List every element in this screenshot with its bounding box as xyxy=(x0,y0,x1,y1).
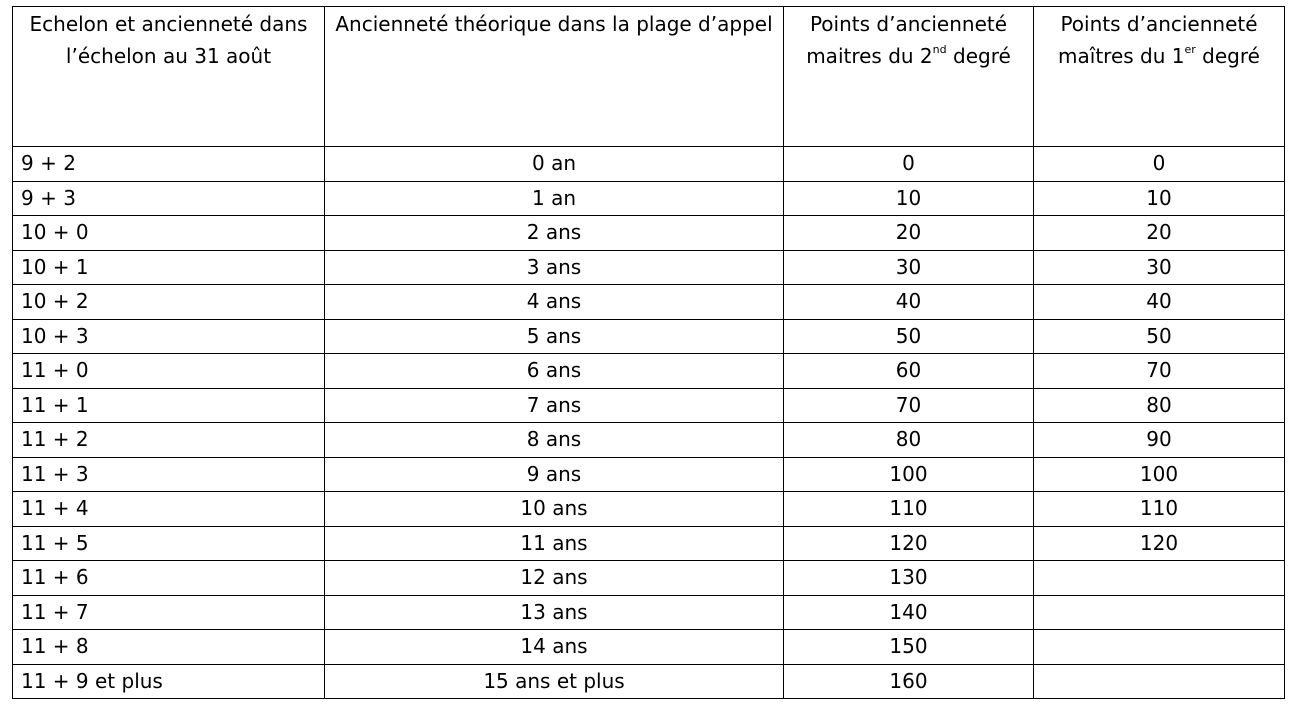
cell-echelon: 11 + 9 et plus xyxy=(13,664,325,699)
table-row xyxy=(13,388,1285,423)
table-header-row xyxy=(13,7,1285,147)
cell-echelon: 11 + 5 xyxy=(13,526,325,561)
cell-points-2nd: 70 xyxy=(784,388,1034,423)
cell-points-1er: 90 xyxy=(1034,423,1285,458)
table-body xyxy=(13,147,1285,699)
cell-points-1er: 100 xyxy=(1034,457,1285,492)
cell-points-2nd: 0 xyxy=(784,147,1034,182)
header-points-2nd-sup: nd xyxy=(932,43,947,57)
cell-echelon: 10 + 0 xyxy=(13,216,325,251)
cell-echelon: 11 + 4 xyxy=(13,492,325,527)
table-row xyxy=(13,181,1285,216)
cell-points-2nd: 120 xyxy=(784,526,1034,561)
cell-anciennete: 5 ans xyxy=(325,319,784,354)
table-row xyxy=(13,630,1285,665)
cell-points-2nd: 100 xyxy=(784,457,1034,492)
cell-points-2nd: 50 xyxy=(784,319,1034,354)
cell-echelon: 10 + 2 xyxy=(13,285,325,320)
header-points-1er-sup: er xyxy=(1184,43,1196,57)
cell-points-2nd: 160 xyxy=(784,664,1034,699)
cell-points-1er xyxy=(1034,561,1285,596)
header-points-1er-text: Points d’ancienneté maîtres du 1 xyxy=(1058,12,1258,68)
cell-points-2nd: 10 xyxy=(784,181,1034,216)
table-row xyxy=(13,147,1285,182)
cell-points-1er xyxy=(1034,664,1285,699)
cell-points-1er xyxy=(1034,630,1285,665)
table-row xyxy=(13,250,1285,285)
cell-points-2nd: 30 xyxy=(784,250,1034,285)
cell-points-2nd: 150 xyxy=(784,630,1034,665)
cell-points-2nd: 140 xyxy=(784,595,1034,630)
cell-anciennete: 11 ans xyxy=(325,526,784,561)
table-row xyxy=(13,354,1285,389)
cell-echelon: 11 + 8 xyxy=(13,630,325,665)
cell-echelon: 10 + 3 xyxy=(13,319,325,354)
table-row xyxy=(13,664,1285,699)
table-row xyxy=(13,285,1285,320)
cell-echelon: 10 + 1 xyxy=(13,250,325,285)
cell-points-2nd: 130 xyxy=(784,561,1034,596)
header-points-1er-tail: degré xyxy=(1195,44,1260,68)
cell-points-2nd: 80 xyxy=(784,423,1034,458)
cell-echelon: 11 + 1 xyxy=(13,388,325,423)
cell-anciennete: 1 an xyxy=(325,181,784,216)
header-points-2nd-degre xyxy=(784,7,1034,147)
table-row xyxy=(13,526,1285,561)
cell-echelon: 11 + 2 xyxy=(13,423,325,458)
cell-points-2nd: 40 xyxy=(784,285,1034,320)
cell-points-1er: 20 xyxy=(1034,216,1285,251)
table-row xyxy=(13,595,1285,630)
header-echelon: Echelon et ancienneté dans l’échelon au 31 août xyxy=(13,7,325,147)
table-row xyxy=(13,319,1285,354)
cell-points-2nd: 20 xyxy=(784,216,1034,251)
cell-anciennete: 10 ans xyxy=(325,492,784,527)
cell-points-1er: 80 xyxy=(1034,388,1285,423)
header-anciennete-theorique: Ancienneté théorique dans la plage d’appel xyxy=(325,7,784,147)
cell-points-1er: 10 xyxy=(1034,181,1285,216)
cell-points-2nd: 60 xyxy=(784,354,1034,389)
cell-echelon: 11 + 6 xyxy=(13,561,325,596)
table-row xyxy=(13,457,1285,492)
cell-echelon: 9 + 3 xyxy=(13,181,325,216)
cell-echelon: 11 + 0 xyxy=(13,354,325,389)
cell-points-1er: 30 xyxy=(1034,250,1285,285)
cell-points-2nd: 110 xyxy=(784,492,1034,527)
cell-anciennete: 4 ans xyxy=(325,285,784,320)
cell-points-1er: 70 xyxy=(1034,354,1285,389)
cell-echelon: 11 + 3 xyxy=(13,457,325,492)
cell-anciennete: 2 ans xyxy=(325,216,784,251)
header-points-2nd-tail: degré xyxy=(946,44,1011,68)
cell-points-1er: 50 xyxy=(1034,319,1285,354)
anciennete-points-table xyxy=(12,6,1285,699)
cell-anciennete: 15 ans et plus xyxy=(325,664,784,699)
cell-anciennete: 0 an xyxy=(325,147,784,182)
cell-anciennete: 13 ans xyxy=(325,595,784,630)
header-points-1er-degre xyxy=(1034,7,1285,147)
cell-points-1er xyxy=(1034,595,1285,630)
cell-anciennete: 8 ans xyxy=(325,423,784,458)
cell-points-1er: 120 xyxy=(1034,526,1285,561)
cell-points-1er: 0 xyxy=(1034,147,1285,182)
cell-anciennete: 9 ans xyxy=(325,457,784,492)
table-row xyxy=(13,492,1285,527)
cell-anciennete: 7 ans xyxy=(325,388,784,423)
cell-anciennete: 12 ans xyxy=(325,561,784,596)
cell-anciennete: 6 ans xyxy=(325,354,784,389)
cell-anciennete: 3 ans xyxy=(325,250,784,285)
cell-echelon: 9 + 2 xyxy=(13,147,325,182)
cell-points-1er: 110 xyxy=(1034,492,1285,527)
cell-anciennete: 14 ans xyxy=(325,630,784,665)
table-row xyxy=(13,561,1285,596)
cell-echelon: 11 + 7 xyxy=(13,595,325,630)
cell-points-1er: 40 xyxy=(1034,285,1285,320)
table-row xyxy=(13,423,1285,458)
table-row xyxy=(13,216,1285,251)
header-points-2nd-text: Points d’ancienneté maitres du 2 xyxy=(806,12,1008,68)
